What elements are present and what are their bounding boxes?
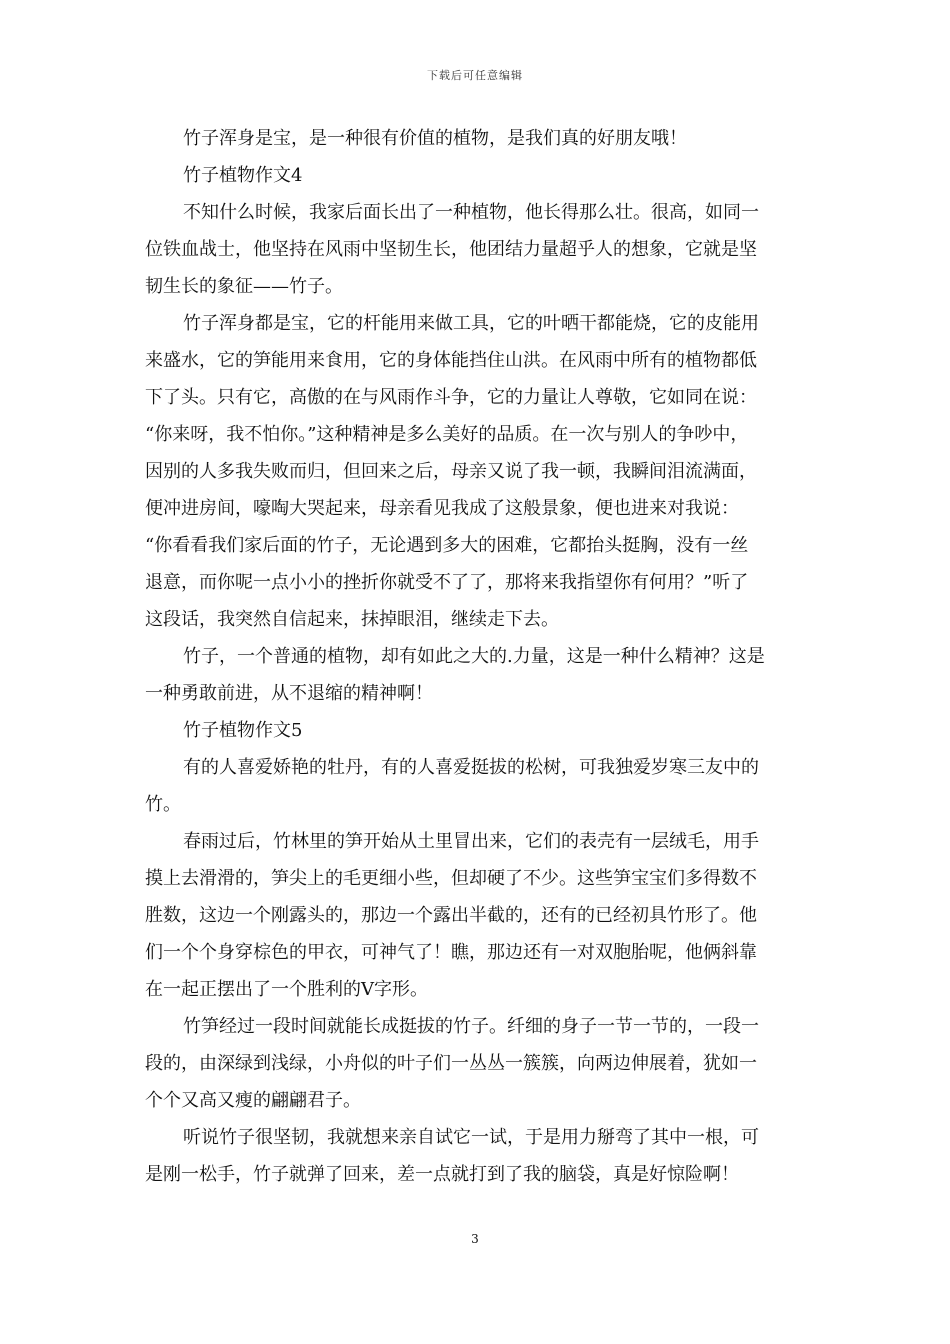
text-line: “你看看我们家后面的竹子，无论遇到多大的困难，它都抬头挺胸，没有一丝 xyxy=(145,535,749,556)
text-line: 便冲进房间，嚎啕大哭起来，母亲看见我成了这般景象，便也进来对我说： xyxy=(145,498,739,519)
text-line: 竹子浑身都是宝，它的杆能用来做工具，它的叶晒干都能烧，它的皮能用 xyxy=(183,313,759,334)
page-number: 3 xyxy=(471,1232,479,1246)
text-line: 胜数，这边一个刚露头的，那边一个露出半截的，还有的已经初具竹形了。他 xyxy=(145,905,757,926)
text-line: 听说竹子很坚韧，我就想来亲自试它一试，于是用力掰弯了其中一根，可 xyxy=(183,1127,759,1148)
text-line: 竹子植物作文5 xyxy=(183,720,303,741)
text-line: 竹笋经过一段时间就能长成挺拔的竹子。纤细的身子一节一节的，一段一 xyxy=(183,1016,759,1037)
text-line: “你来呀，我不怕你。”这种精神是多么美好的品质。在一次与别人的争吵中， xyxy=(145,424,749,445)
text-line: 位铁血战士，他坚持在风雨中坚韧生长，他团结力量超乎人的想象，它就是坚 xyxy=(145,239,757,260)
text-line: 不知什么时候，我家后面长出了一种植物，他长得那么壮。很高，如同一 xyxy=(183,202,759,223)
text-line: 退意，而你呢一点小小的挫折你就受不了了，那将来我指望你有何用？”听了 xyxy=(145,572,749,593)
text-line: 个个又高又瘦的翩翩君子。 xyxy=(145,1090,361,1111)
text-line: 是刚一松手，竹子就弹了回来，差一点就打到了我的脑袋，真是好惊险啊！ xyxy=(145,1164,739,1185)
text-line: 下了头。只有它，高傲的在与风雨作斗争，它的力量让人尊敬，它如同在说： xyxy=(145,387,757,408)
page-header: 下载后可任意编辑 xyxy=(427,69,523,82)
text-line: 在一起正摆出了一个胜利的V字形。 xyxy=(145,979,428,1000)
text-line: 们一个个身穿棕色的甲衣，可神气了！瞧，那边还有一对双胞胎呢，他俩斜靠 xyxy=(145,942,757,963)
text-line: 韧生长的象征——竹子。 xyxy=(145,276,343,297)
text-line: 因别的人多我失败而归，但回来之后，母亲又说了我一顿，我瞬间泪流满面， xyxy=(145,461,757,482)
text-line: 有的人喜爱娇艳的牡丹，有的人喜爱挺拔的松树，可我独爱岁寒三友中的 xyxy=(183,757,759,778)
text-line: 竹。 xyxy=(145,794,181,815)
text-line: 段的，由深绿到浅绿，小舟似的叶子们一丛丛一簇簇，向两边伸展着，犹如一 xyxy=(145,1053,757,1074)
document-body xyxy=(145,120,810,1193)
text-line: 来盛水，它的笋能用来食用，它的身体能挡住山洪。在风雨中所有的植物都低 xyxy=(145,350,757,371)
text-line: 竹子浑身是宝，是一种很有价值的植物，是我们真的好朋友哦！ xyxy=(183,128,687,149)
text-line: 摸上去滑滑的，笋尖上的毛更细小些，但却硬了不少。这些笋宝宝们多得数不 xyxy=(145,868,757,889)
text-line: 一种勇敢前进，从不退缩的精神啊！ xyxy=(145,683,433,704)
text-line: 竹子植物作文4 xyxy=(183,165,303,186)
text-line: 竹子，一个普通的植物，却有如此之大的.力量，这是一种什么精神？这是 xyxy=(183,646,765,667)
text-line: 这段话，我突然自信起来，抹掉眼泪，继续走下去。 xyxy=(145,609,559,630)
text-line: 春雨过后，竹林里的笋开始从土里冒出来，它们的表壳有一层绒毛，用手 xyxy=(183,831,759,852)
